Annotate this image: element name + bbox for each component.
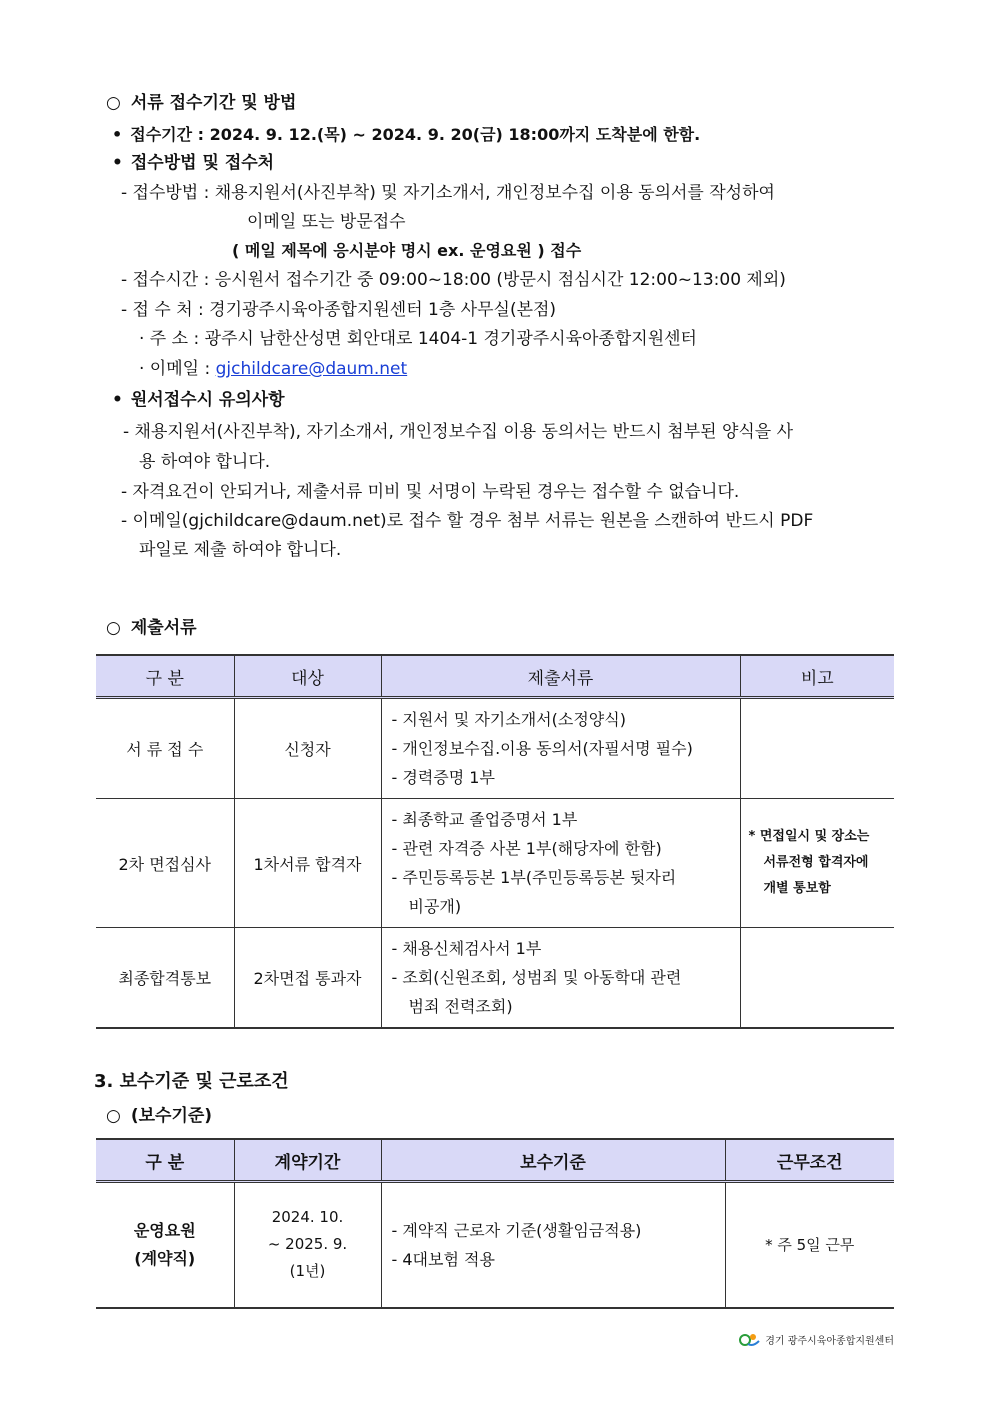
note-line: - 채용지원서(사진부착), 자기소개서, 개인정보수집 이용 동의서는 반드시 첨부된 양식을 사: [123, 422, 794, 442]
notes-heading: • 원서접수시 유의사항: [112, 390, 285, 410]
target-cell: 2차면접 통과자: [234, 928, 381, 1029]
doc-item: 범죄 전력조회): [408, 997, 513, 1016]
doc-item: 비공개): [408, 897, 462, 916]
docs-cell: [381, 698, 740, 799]
note-line: 용 하여야 합니다.: [139, 452, 271, 472]
doc-item: - 채용신체검사서 1부: [391, 939, 542, 958]
method-email-subject: ( 메일 제목에 응시분야 명시 ex. 운영요원 ) 접수: [232, 241, 582, 260]
remark-line: 개별 통보함: [763, 881, 831, 896]
dot-bullet-icon: •: [112, 390, 123, 410]
table-row: [96, 799, 894, 928]
dot-bullet-icon: •: [112, 153, 123, 173]
note-line: - 자격요건이 안되거나, 제출서류 미비 및 서명이 누락된 경우는 접수할 수 없습니다.: [121, 482, 740, 502]
stage-cell: 서 류 접 수: [96, 698, 234, 799]
header-position: 구 분: [96, 1139, 234, 1182]
table-header-row: [96, 1139, 894, 1182]
center-logo-icon: [739, 1331, 761, 1347]
circle-bullet-icon: ○: [106, 93, 121, 113]
header-period: 계약기간: [234, 1139, 381, 1182]
place-line: - 접 수 처 : 경기광주시육아종합지원센터 1층 사무실(본점): [121, 300, 557, 320]
stage-cell: 2차 면접심사: [96, 799, 234, 928]
note-line: - 이메일(gjchildcare@daum.net)로 접수 할 경우 첨부 서류는 원본을 스캔하여 반드시 PDF: [121, 511, 814, 531]
dot-bullet-icon: •: [112, 125, 123, 144]
remark-line: 서류전형 합격자에: [763, 855, 869, 870]
documents-table: [96, 654, 894, 1029]
doc-item: - 개인정보수집.이용 동의서(자필서명 필수): [391, 739, 693, 758]
pay-table: [96, 1138, 894, 1309]
footer-org-name: 경기 광주시육아종합지원센터: [765, 1335, 894, 1347]
stage-cell: 최종합격통보: [96, 928, 234, 1029]
doc-item: - 경력증명 1부: [391, 768, 495, 787]
email-line: · 이메일 : gjchildcare@daum.net: [139, 359, 408, 379]
header-target: 대상: [234, 655, 381, 698]
doc-item: - 조회(신원조회, 성범죄 및 아동학대 관련: [391, 968, 682, 987]
doc-item: - 최종학교 졸업증명서 1부: [391, 810, 578, 829]
table-row: [96, 1182, 894, 1308]
circle-bullet-icon: ○: [106, 618, 121, 638]
header-remark: 비고: [740, 655, 894, 698]
header-stage: 구 분: [96, 655, 234, 698]
docs-cell: [381, 799, 740, 928]
table-row: [96, 928, 894, 1029]
section-documents-title: ○ 제출서류: [106, 618, 197, 638]
remark-cell: [740, 799, 894, 928]
remark-cell: [740, 698, 894, 799]
period-line: • 접수기간 : 2024. 9. 12.(목) ~ 2024. 9. 20(금) 18:00까지 도착분에 한함.: [112, 125, 701, 144]
docs-cell: [381, 928, 740, 1029]
header-pay: 보수기준: [381, 1139, 725, 1182]
time-line: - 접수시간 : 응시원서 접수기간 중 09:00~18:00 (방문시 점심시간 12:00~13:00 제외): [121, 270, 786, 290]
target-cell: 1차서류 합격자: [234, 799, 381, 928]
pay-cell: - 계약직 근로자 기준(생활임금적용) - 4대보험 적용: [381, 1182, 725, 1308]
method-line: - 접수방법 : 채용지원서(사진부착) 및 자기소개서, 개인정보수집 이용 동의서를 작성하여: [121, 183, 775, 203]
circle-bullet-icon: ○: [106, 1106, 121, 1126]
method-line: 이메일 또는 방문접수: [247, 212, 406, 232]
section-pay-heading: 3. 보수기준 및 근로조건: [94, 1071, 289, 1092]
section-pay-subheading: ○ (보수기준): [106, 1106, 213, 1126]
address-line: · 주 소 : 광주시 남한산성면 회안대로 1404-1 경기광주시육아종합지원센터: [139, 329, 697, 349]
email-link[interactable]: gjchildcare@daum.net: [215, 359, 408, 379]
table-header-row: [96, 655, 894, 698]
header-condition: 근무조건: [725, 1139, 894, 1182]
section-reception-title: ○ 서류 접수기간 및 방법: [106, 93, 297, 113]
position-cell: 운영요원 (계약직): [96, 1182, 234, 1308]
doc-item: - 지원서 및 자기소개서(소정양식): [391, 710, 626, 729]
condition-cell: * 주 5일 근무: [725, 1182, 894, 1308]
target-cell: 신청자: [234, 698, 381, 799]
period-cell: 2024. 10. ~ 2025. 9. (1년): [234, 1182, 381, 1308]
footer-logo: [739, 1331, 894, 1347]
remark-line: * 면접일시 및 장소는: [748, 829, 870, 844]
note-line: 파일로 제출 하여야 합니다.: [139, 540, 342, 560]
table-row: [96, 698, 894, 799]
header-docs: 제출서류: [381, 655, 740, 698]
doc-item: - 주민등록등본 1부(주민등록등본 뒷자리: [391, 868, 677, 887]
doc-item: - 관련 자격증 사본 1부(해당자에 한함): [391, 839, 662, 858]
method-heading: • 접수방법 및 접수처: [112, 153, 275, 173]
remark-cell: [740, 928, 894, 1029]
